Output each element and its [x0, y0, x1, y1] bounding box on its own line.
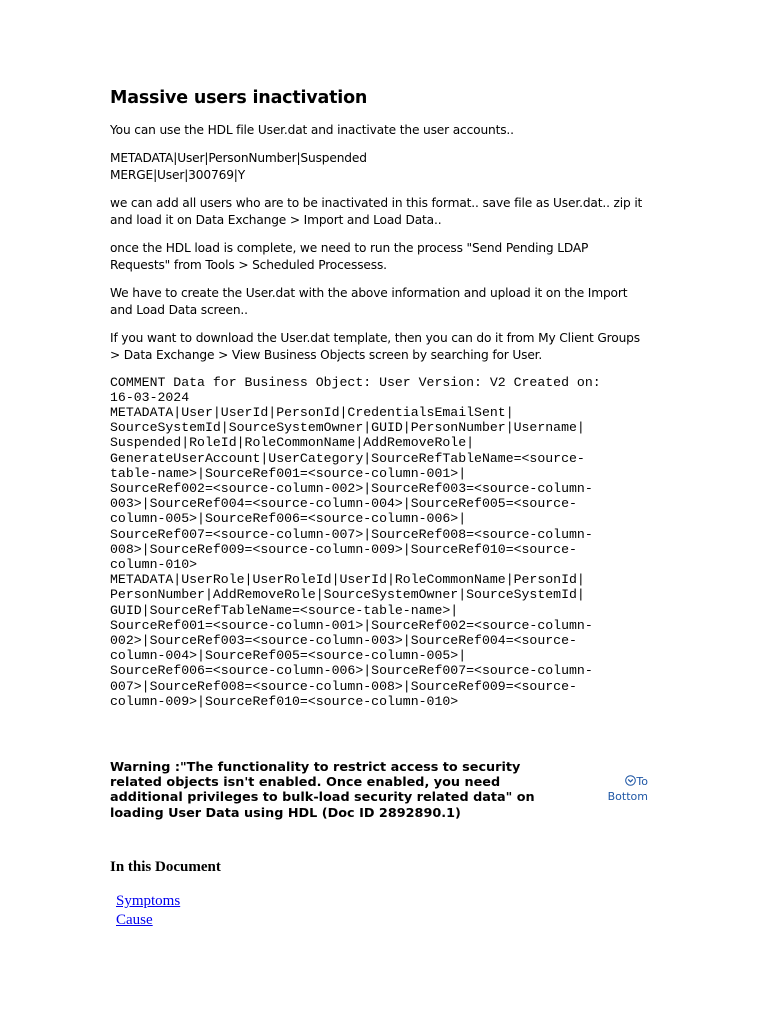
toc-item: [116, 892, 180, 911]
code-line: SourceRef001=<source-column-001>|SourceRef002=<source-column-: [110, 617, 593, 633]
code-line: table-name>|SourceRef001=<source-column-001>|: [110, 465, 467, 481]
code-line: 002>|SourceRef003=<source-column-003>|SourceRef004=<source-: [110, 632, 577, 648]
metadata-example: METADATA|User|PersonNumber|Suspended MERGE|User|300769|Y: [110, 150, 367, 182]
code-line: SourceRef006=<source-column-006>|SourceRef007=<source-column-: [110, 663, 593, 679]
intro-paragraph: You can use the HDL file User.dat and inactivate the user accounts..: [110, 123, 514, 137]
code-line: COMMENT Data for Business Object: User Version: V2 Created on:: [110, 374, 601, 390]
template-paragraph: If you want to download the User.dat template, then you can do it from My Client Groups > Data Exchange > View Business Objects screen by searching for User.: [110, 330, 640, 362]
article-body: [110, 86, 645, 709]
code-line: GenerateUserAccount|UserCategory|SourceRefTableName=<source-: [110, 450, 585, 466]
code-line: column-010>: [110, 556, 198, 572]
to-bottom-label-2: Bottom: [607, 790, 648, 803]
code-line: 008>|SourceRef009=<source-column-009>|SourceRef010=<source-: [110, 541, 577, 557]
code-line: 16-03-2024: [110, 389, 190, 405]
toc-item: [116, 911, 180, 930]
code-line: 007>|SourceRef008=<source-column-008>|SourceRef009=<source-: [110, 678, 577, 694]
code-line: METADATA|User|UserId|PersonId|CredentialsEmailSent|: [110, 404, 514, 420]
warning-section: [110, 760, 648, 821]
in-this-document-heading: In this Document: [110, 859, 221, 875]
code-block: [110, 375, 645, 709]
warning-text: Warning :"The functionality to restrict access to security related objects isn't enabled. Once enabled, you need additional privileges to bulk-load security related data" on loading User Data using HDL (Doc ID 2892890.1): [110, 760, 535, 821]
instructions-paragraph: we can add all users who are to be inactivated in this format.. save file as User.dat.. zip it and load it on Data Exchange > Import and Load Data..: [110, 195, 643, 227]
toc-list: [116, 892, 180, 930]
code-line: 003>|SourceRef004=<source-column-004>|SourceRef005=<source-: [110, 496, 577, 512]
code-line: SourceRef007=<source-column-007>|SourceRef008=<source-column-: [110, 526, 593, 542]
to-bottom-label-1: To: [636, 775, 648, 788]
code-line: column-009>|SourceRef010=<source-column-010>: [110, 693, 459, 709]
chevron-down-circle-icon: [625, 775, 636, 786]
code-line: SourceRef002=<source-column-002>|SourceRef003=<source-column-: [110, 480, 593, 496]
code-line: column-004>|SourceRef005=<source-column-005>|: [110, 648, 467, 664]
page-title: Massive users inactivation: [110, 88, 368, 108]
code-line: SourceSystemId|SourceSystemOwner|GUID|PersonNumber|Username|: [110, 420, 585, 436]
to-bottom-link[interactable]: [598, 774, 648, 804]
upload-paragraph: We have to create the User.dat with the above information and upload it on the Import and Load Data screen..: [110, 285, 628, 317]
ldap-paragraph: once the HDL load is complete, we need to run the process "Send Pending LDAP Requests" from Tools > Scheduled Processess.: [110, 240, 589, 272]
code-line: column-005>|SourceRef006=<source-column-006>|: [110, 511, 467, 527]
code-line: METADATA|UserRole|UserRoleId|UserId|RoleCommonName|PersonId|: [110, 572, 585, 588]
code-line: Suspended|RoleId|RoleCommonName|AddRemoveRole|: [110, 435, 475, 451]
code-line: PersonNumber|AddRemoveRole|SourceSystemOwner|SourceSystemId|: [110, 587, 585, 603]
toc-link-symptoms[interactable]: Symptoms: [116, 893, 181, 909]
code-line: GUID|SourceRefTableName=<source-table-name>|: [110, 602, 459, 618]
paragraph-list: [110, 122, 645, 365]
toc-link-cause[interactable]: Cause: [116, 912, 153, 928]
